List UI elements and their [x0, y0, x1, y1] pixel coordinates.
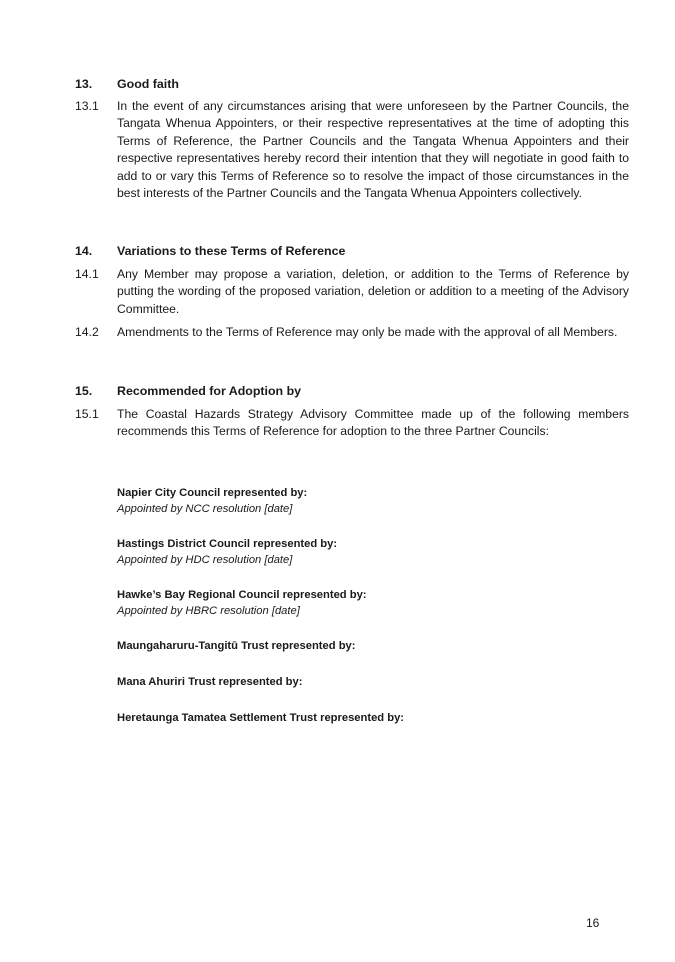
- section-title: Good faith: [117, 77, 179, 91]
- clause-text: Any Member may propose a variation, deletion, or addition to the Terms of Reference by putting the wording of the proposed variation, deletion or addition to a meeting of the Advisory Committee.: [117, 267, 629, 316]
- section-title: Recommended for Adoption by: [117, 384, 302, 398]
- signatory-name: Hawke’s Bay Regional Council represented by:: [117, 589, 367, 601]
- signatory-appointment: Appointed by HBRC resolution [date]: [117, 605, 300, 617]
- clause-number: 14.1: [75, 267, 99, 281]
- section-title: Variations to these Terms of Reference: [117, 244, 346, 258]
- section-number: 14.: [75, 244, 93, 258]
- clause-text: The Coastal Hazards Strategy Advisory Committee made up of the following members recommends this Terms of Reference for adoption to the three Partner Councils:: [117, 407, 629, 439]
- page-number: 16: [586, 916, 600, 930]
- signatory-hbrc: [117, 587, 367, 619]
- signatory-mana-ahuriri: [117, 674, 302, 690]
- signatory-name: Maungaharuru-Tangitū Trust represented by:: [117, 640, 356, 652]
- clause-number: 13.1: [75, 99, 99, 113]
- clause-number: 15.1: [75, 407, 99, 421]
- signatory-appointment: Appointed by NCC resolution [date]: [117, 503, 293, 515]
- signatory-appointment: Appointed by HDC resolution [date]: [117, 554, 293, 566]
- clause-text: Amendments to the Terms of Reference may only be made with the approval of all Members.: [117, 325, 618, 339]
- signatory-name: Mana Ahuriri Trust represented by:: [117, 676, 303, 688]
- signatory-name: Napier City Council represented by:: [117, 487, 308, 499]
- signatory-heretaunga: [117, 710, 404, 726]
- section-number: 15.: [75, 384, 93, 398]
- section-number: 13.: [75, 77, 93, 91]
- signatory-name: Heretaunga Tamatea Settlement Trust represented by:: [117, 712, 405, 724]
- signatory-name: Hastings District Council represented by:: [117, 538, 338, 550]
- signatory-hastings: [117, 536, 337, 568]
- clause-number: 14.2: [75, 325, 99, 339]
- clause-text: In the event of any circumstances arising that were unforeseen by the Partner Councils, the Tangata Whenua Appointers, or their respective representatives at the time of adopting this Terms of Reference, the Partner Councils and the Tangata Whenua Appointers and their respective representatives hereby record their intention that they will negotiate in good faith to add to or vary this Terms of Reference so to resolve the impact of those circumstances in the best interests of the Partner Councils and the Tangata Whenua Appointers collectively.: [117, 99, 629, 201]
- signatory-napier: [117, 485, 307, 517]
- signatory-maungaharuru: [117, 638, 355, 654]
